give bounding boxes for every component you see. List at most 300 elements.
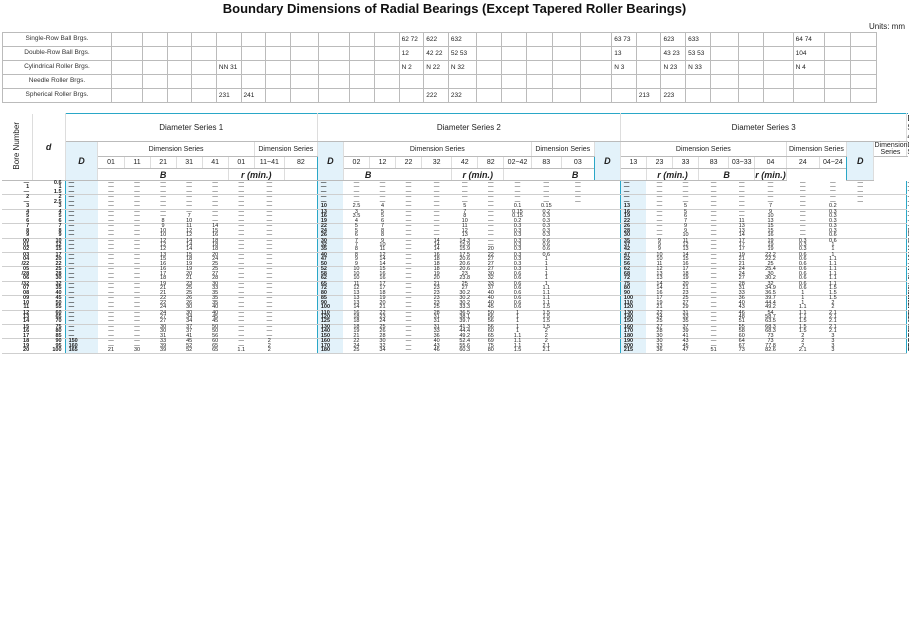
cell-value: — xyxy=(238,275,244,282)
cell-value: 64 xyxy=(738,338,745,345)
cell-value: 0.3 xyxy=(542,223,551,230)
cell-value: — xyxy=(543,184,550,191)
s1-cell xyxy=(254,181,284,195)
cell-value: — xyxy=(108,180,114,186)
cell-value: — xyxy=(488,223,494,230)
cell-value: 100 xyxy=(320,303,331,310)
cell-value: 45 xyxy=(212,313,219,320)
cell-value: 33 xyxy=(738,289,745,296)
s3-cell xyxy=(646,252,672,266)
s2-cell xyxy=(594,281,620,295)
cell-value: 17 xyxy=(160,270,167,277)
s1-cell xyxy=(202,209,228,223)
cell-value: 46 xyxy=(433,347,440,354)
bearing-type-cell xyxy=(319,33,350,47)
cell-value: 85 xyxy=(320,295,327,302)
cell-value: — xyxy=(134,231,140,238)
s1-cell xyxy=(228,195,254,209)
cell-value: — xyxy=(238,251,244,258)
bearing-type-cell: 622 xyxy=(424,33,449,47)
cell-value: 21 xyxy=(160,289,167,296)
s1-cell xyxy=(65,224,98,238)
cell-value: 28 xyxy=(623,227,631,234)
cell-value: — xyxy=(160,208,166,215)
s2-cell xyxy=(594,296,620,310)
cell-value: 28 xyxy=(379,332,386,339)
cell-value: — xyxy=(238,338,244,345)
s2-cell xyxy=(478,195,504,209)
s3-cell xyxy=(874,238,907,252)
cell-value: 52 xyxy=(186,347,193,354)
cell-value: — xyxy=(134,270,140,277)
cell-value: 1 xyxy=(58,184,62,191)
s1-cell xyxy=(98,296,124,310)
cell-value xyxy=(848,334,873,338)
table-row-block xyxy=(2,252,907,266)
cell-value: 15 xyxy=(767,227,774,234)
s2-cell xyxy=(369,310,395,324)
series-code-header: 01 xyxy=(228,157,254,169)
cell-value: 20.6 xyxy=(459,256,471,263)
cell-value: — xyxy=(160,213,166,220)
cell-value: 0.3 xyxy=(829,223,837,230)
cell-value: — xyxy=(738,213,745,220)
cell-value: 39 xyxy=(160,342,167,349)
cell-value: 2.1 xyxy=(542,347,551,354)
bearing-type-cell xyxy=(266,61,291,75)
cell-value: — xyxy=(405,241,412,248)
cell-value: 19 xyxy=(656,299,663,306)
bearing-type-cell xyxy=(399,89,424,103)
cell-value: 12 xyxy=(353,285,360,292)
s2-cell xyxy=(531,281,561,295)
cell-value: — xyxy=(799,213,806,220)
cell-value: 15.9 xyxy=(459,241,471,248)
cell-value: 11 xyxy=(461,223,468,230)
s2-cell xyxy=(561,281,594,295)
s2-cell xyxy=(452,339,478,353)
s2-cell xyxy=(504,238,531,252)
cell-value: — xyxy=(710,309,717,316)
cell-value: — xyxy=(405,194,412,201)
s2-cell xyxy=(561,339,594,353)
bearing-type-cell xyxy=(350,75,375,89)
D2-header: D xyxy=(317,142,343,181)
cell-value: 110 xyxy=(320,309,330,316)
cell-value: 0.6 xyxy=(513,275,522,282)
s2-cell xyxy=(531,238,561,252)
bearing-type-cell xyxy=(375,33,400,47)
s3-cell xyxy=(786,339,819,353)
bearing-type-cell xyxy=(290,61,319,75)
cell-value: — xyxy=(266,309,273,316)
cell-value xyxy=(875,233,905,237)
cell-value: — xyxy=(710,251,717,258)
cell-value: — xyxy=(238,260,244,267)
cell-value: 2 xyxy=(801,342,805,349)
cell-value: — xyxy=(433,213,440,220)
cell-value: — xyxy=(266,194,273,201)
cell-value: — xyxy=(134,260,140,267)
s1-cell xyxy=(176,181,202,195)
cell-value: 38.1 xyxy=(459,313,471,320)
bore-number-cell xyxy=(2,267,32,281)
s1-cell xyxy=(254,339,284,353)
cell-value: — xyxy=(405,184,412,191)
s2-cell xyxy=(478,324,504,338)
s1-cell xyxy=(254,296,284,310)
cell-value: — xyxy=(68,223,75,230)
cell-value: — xyxy=(108,231,114,238)
s1-cell xyxy=(124,339,150,353)
s1-cell xyxy=(124,224,150,238)
s3-cell xyxy=(620,209,646,223)
cell-value: — xyxy=(799,188,806,195)
cell-value: — xyxy=(379,194,386,201)
units-label: Units: mm xyxy=(869,22,905,31)
s1-cell xyxy=(176,195,202,209)
cell-value xyxy=(848,348,873,352)
cell-value: 0.3 xyxy=(542,213,551,220)
cell-value: 72 xyxy=(623,275,631,282)
s1-cell xyxy=(254,310,284,324)
cell-value: 31 xyxy=(682,309,689,316)
cell-value: 10 xyxy=(23,299,30,306)
s2-cell xyxy=(422,310,452,324)
cell-value: 22.2 xyxy=(765,251,776,258)
cell-value: 24 xyxy=(656,313,663,320)
s1-cell xyxy=(150,296,176,310)
cell-value: — xyxy=(710,270,717,277)
cell-value: 1.1 xyxy=(798,309,807,316)
cell-value: — xyxy=(108,241,114,248)
s1-cell xyxy=(202,252,228,266)
cell-value: 30.2 xyxy=(459,299,471,306)
cell-value: 0.6 xyxy=(542,241,551,248)
bearing-types-table xyxy=(2,32,908,103)
cell-value: — xyxy=(108,188,114,195)
cell-value: — xyxy=(68,313,75,320)
cell-value: — xyxy=(266,275,273,282)
bearing-type-cell xyxy=(167,89,192,103)
cell-value: — xyxy=(830,188,836,195)
s3-cell xyxy=(786,324,819,338)
cell-value xyxy=(875,204,905,208)
cell-value: 1.1 xyxy=(513,338,522,345)
cell-value: — xyxy=(238,323,244,330)
cell-value: 19 xyxy=(23,342,30,349)
cell-value: 37 xyxy=(487,285,494,292)
series-code-header: 41 xyxy=(202,157,228,169)
bearing-type-cell xyxy=(763,75,793,89)
s2-cell xyxy=(422,324,452,338)
s1-cell xyxy=(150,238,176,252)
bore-number-cell xyxy=(2,209,32,223)
cell-value: 35 xyxy=(623,237,631,244)
series-code-header: 82 xyxy=(478,157,504,169)
s1-cell xyxy=(98,224,124,238)
cell-value: 13 xyxy=(160,251,167,258)
cell-value: — xyxy=(405,180,412,186)
s2-cell xyxy=(594,195,620,209)
cell-value: 10 xyxy=(379,241,386,248)
s1-cell xyxy=(202,238,228,252)
cell-value: 170 xyxy=(623,328,634,335)
s1-cell xyxy=(124,181,150,195)
cell-value: — xyxy=(405,338,412,345)
cell-value: — xyxy=(266,227,273,234)
cell-value: 0.6 xyxy=(542,246,551,253)
cell-value: — xyxy=(266,299,273,306)
cell-value: 5 xyxy=(463,203,467,210)
s1-cell xyxy=(98,181,124,195)
cell-value: 30 xyxy=(623,231,631,238)
cell-value: 150 xyxy=(623,318,634,325)
cell-value: 9 xyxy=(58,231,62,238)
cell-value: 14 xyxy=(353,303,360,310)
series-code-header: 22 xyxy=(396,157,422,169)
cell-value: 43 xyxy=(738,303,745,310)
cell-value: 52 xyxy=(320,266,327,273)
bearing-type-cell xyxy=(526,61,552,75)
cell-value: — xyxy=(682,180,689,186)
bore-number-cell xyxy=(2,181,32,195)
cell-value: 43 xyxy=(433,342,440,349)
s3-cell xyxy=(874,224,907,238)
cell-value: 130 xyxy=(320,323,331,330)
cell-value: — xyxy=(134,289,140,296)
bearing-type-cell: 632 xyxy=(448,33,477,47)
cell-value: — xyxy=(710,188,717,195)
cell-value: — xyxy=(238,231,244,238)
cell-value: 13 xyxy=(23,313,30,320)
s2-cell xyxy=(561,181,594,195)
cell-value: 24 xyxy=(160,303,167,310)
cell-value: 12 xyxy=(656,266,663,273)
s2-cell xyxy=(594,238,620,252)
cell-value: — xyxy=(379,180,386,186)
series-code-header: 33 xyxy=(672,157,698,169)
cell-value: 21 xyxy=(160,285,167,292)
cell-value: 1.5 xyxy=(798,318,807,325)
cell-value: 2.5 xyxy=(352,203,361,210)
cell-value: 7 xyxy=(354,241,358,248)
cell-value: — xyxy=(108,198,114,205)
s2-cell xyxy=(422,195,452,209)
cell-value: — xyxy=(134,332,140,339)
cell-value: 60 xyxy=(55,309,62,316)
cell-value: 120 xyxy=(320,313,331,320)
cell-value: — xyxy=(108,184,114,191)
cell-value: — xyxy=(68,275,75,282)
cell-value: — xyxy=(405,342,412,349)
cell-value: 12 xyxy=(160,241,167,248)
cell-value: 0.3 xyxy=(542,227,551,234)
cell-value: 30 xyxy=(767,270,774,277)
cell-value: 0.3 xyxy=(513,251,522,258)
bearing-type-cell xyxy=(552,89,581,103)
s1-cell xyxy=(65,296,98,310)
series-code-header: 01 xyxy=(98,157,124,169)
s3-cell xyxy=(819,339,846,353)
s1-cell xyxy=(228,296,254,310)
s2-cell xyxy=(317,296,343,310)
s1-cell xyxy=(98,238,124,252)
cell-value: — xyxy=(108,309,114,316)
cell-value xyxy=(848,291,873,295)
cell-value: 1 xyxy=(544,280,548,287)
s3-cell xyxy=(646,267,672,281)
s3-cell xyxy=(729,238,755,252)
cell-value: — xyxy=(108,342,114,349)
cell-value: 62 xyxy=(623,266,631,273)
cell-value: 4 xyxy=(58,208,62,215)
cell-value: 18 xyxy=(212,237,219,244)
cell-value xyxy=(562,334,593,338)
s2-cell xyxy=(422,224,452,238)
bearing-type-cell xyxy=(710,75,739,89)
cell-value: 25 xyxy=(212,266,219,273)
s2-cell xyxy=(478,181,504,195)
cell-value: — xyxy=(738,198,745,205)
cell-value: 50 xyxy=(212,328,219,335)
s1-cell xyxy=(202,281,228,295)
s1-cell xyxy=(254,238,284,252)
bearing-type-cell xyxy=(739,89,764,103)
bearing-type-cell xyxy=(216,33,241,47)
cell-value: 5 xyxy=(354,223,358,230)
cell-value: 7 xyxy=(463,208,467,215)
cell-value: 1 xyxy=(515,309,520,316)
r1-header: r (min.) xyxy=(228,169,284,181)
s3-cell xyxy=(646,209,672,223)
cell-value: — xyxy=(134,180,140,186)
s2-cell xyxy=(369,209,395,223)
s1-cell xyxy=(284,310,317,324)
cell-value: 13 xyxy=(656,275,663,282)
cell-value: 8 xyxy=(463,213,467,220)
s1-cell xyxy=(98,195,124,209)
cell-value: — xyxy=(320,188,327,195)
cell-value: 08 xyxy=(23,289,30,296)
s3-cell xyxy=(646,195,672,209)
cell-value: 20 xyxy=(55,256,62,263)
cell-value: 15.9 xyxy=(459,246,471,253)
cell-value: — xyxy=(68,213,75,220)
cell-value: — xyxy=(108,217,114,224)
s2-cell xyxy=(531,195,561,209)
cell-value: 16 xyxy=(23,328,30,335)
s3-cell xyxy=(699,281,729,295)
cell-value: 7 xyxy=(58,223,62,230)
bearing-type-cell xyxy=(167,61,192,75)
cell-value: — xyxy=(134,227,140,234)
s3-cell xyxy=(699,267,729,281)
cell-value: 1 xyxy=(515,313,520,320)
cell-value: — xyxy=(405,217,412,224)
cell-value: — xyxy=(656,208,663,215)
cell-value: 24 xyxy=(379,318,386,325)
cell-value: — xyxy=(656,227,663,234)
cell-value: 26 xyxy=(379,328,386,335)
cell-value: 19 xyxy=(186,266,193,273)
cell-value: 140 xyxy=(320,328,331,335)
cell-value: — xyxy=(108,256,114,263)
s3-cell xyxy=(646,339,672,353)
cell-value: — xyxy=(623,194,630,201)
cell-value: 150 xyxy=(68,338,78,345)
cell-value: — xyxy=(738,188,745,195)
cell-value: 75 xyxy=(55,323,62,330)
cell-value: 2.1 xyxy=(829,318,837,325)
s2-cell xyxy=(343,267,369,281)
dim-series-3-header: Dimension Series xyxy=(620,142,786,157)
cell-value: — xyxy=(212,180,218,186)
cell-value: 32 xyxy=(379,342,386,349)
s2-cell xyxy=(531,324,561,338)
cell-value: 16 xyxy=(353,309,360,316)
cell-value: — xyxy=(266,246,273,253)
cell-value: 0.3 xyxy=(513,241,522,248)
cell-value: 2 xyxy=(831,299,835,306)
diameter-series-2-header: Diameter Series 2 xyxy=(317,114,620,142)
bearing-type-cell: 12 xyxy=(399,47,424,61)
cell-value: — xyxy=(405,223,412,230)
cell-value: — xyxy=(68,289,75,296)
cell-value: 18 xyxy=(353,318,360,325)
cell-value: — xyxy=(68,309,75,316)
bearing-type-cell xyxy=(850,75,876,89)
cell-value: 35 xyxy=(55,285,62,292)
series-code-header: 21 xyxy=(150,157,176,169)
cell-value: — xyxy=(108,260,114,267)
cell-value: 24 xyxy=(212,256,219,263)
cell-value: 1.5 xyxy=(798,328,807,335)
bearing-type-cell xyxy=(636,61,661,75)
cell-value: 5 xyxy=(380,213,385,220)
cell-value: 2.1 xyxy=(542,342,551,349)
cell-value: 17 xyxy=(738,237,745,244)
s1-cell xyxy=(284,296,317,310)
s3-cell xyxy=(786,195,819,209)
cell-value: 22 xyxy=(320,223,327,230)
cell-value: — xyxy=(68,332,75,339)
cell-value: — xyxy=(266,295,273,302)
s1-cell xyxy=(65,238,98,252)
cell-value: — xyxy=(266,203,273,210)
cell-value: — xyxy=(710,256,717,263)
s1-cell xyxy=(150,281,176,295)
s1-cell xyxy=(202,296,228,310)
bearing-type-cell: 232 xyxy=(448,89,477,103)
cell-value: — xyxy=(134,309,140,316)
cell-value xyxy=(562,305,593,309)
cell-value: 160 xyxy=(68,342,78,349)
s3-cell xyxy=(847,209,874,223)
cell-value: — xyxy=(266,256,273,263)
cell-value: 190 xyxy=(623,338,634,345)
bearing-type-cell xyxy=(192,61,217,75)
s2-cell xyxy=(531,339,561,353)
cell-value: 36.5 xyxy=(459,309,471,316)
d-cell xyxy=(32,181,65,195)
cell-value: 1.5 xyxy=(829,285,837,292)
cell-value: — xyxy=(238,184,244,191)
s3-cell xyxy=(819,296,846,310)
cell-value: 10 xyxy=(353,275,360,282)
cell-value: 1 xyxy=(544,266,548,273)
s1-cell xyxy=(98,324,124,338)
